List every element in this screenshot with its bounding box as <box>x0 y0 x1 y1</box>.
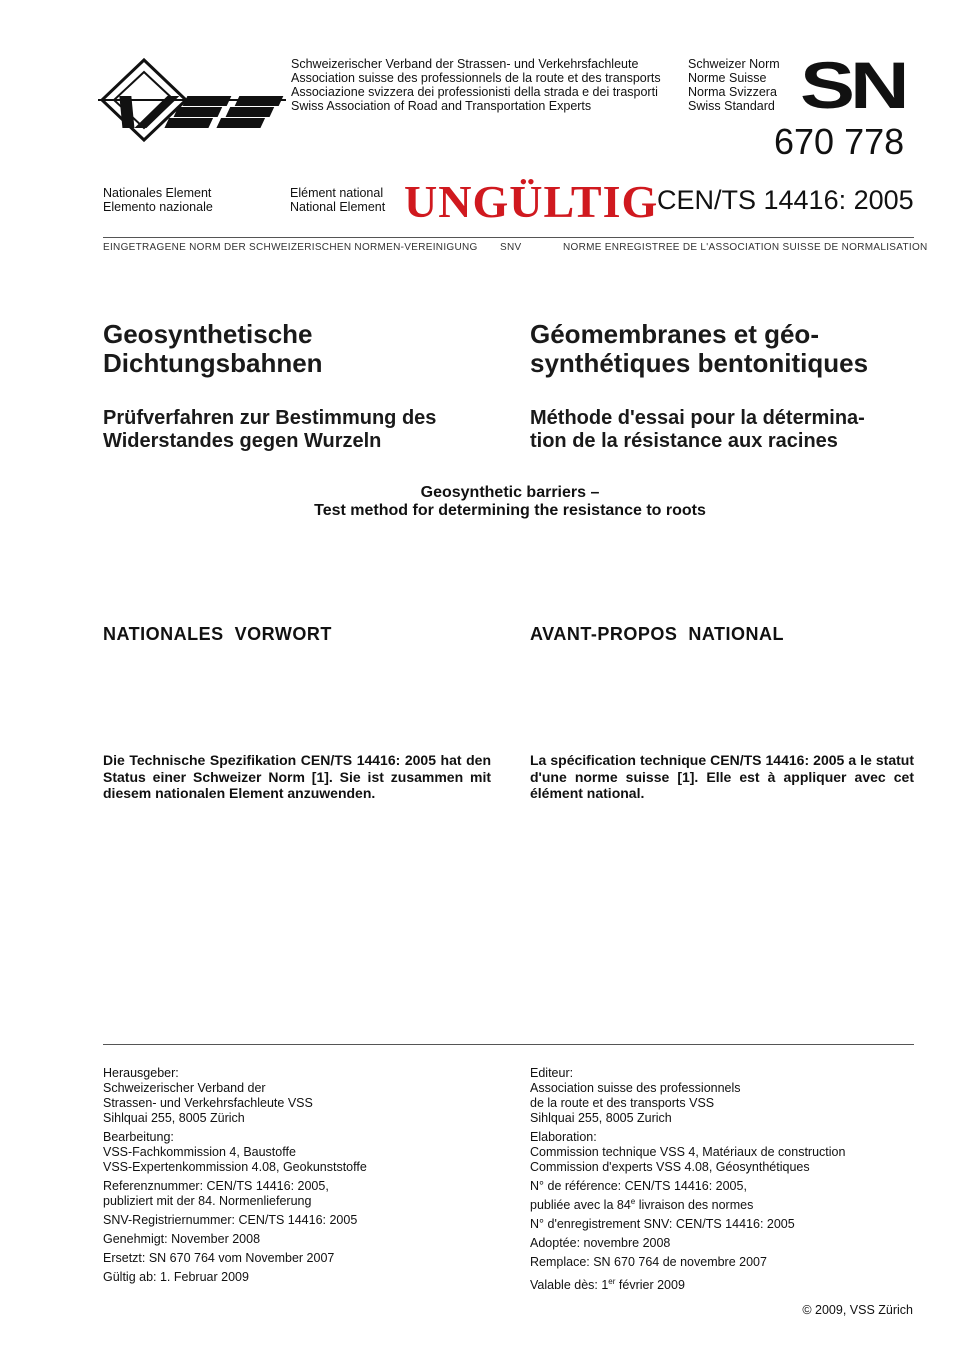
reference-line-fr <box>530 1194 845 1213</box>
ordinal-suffix: e <box>630 1197 636 1206</box>
valid-from-fr <box>530 1274 845 1293</box>
norm-type-de: Schweizer Norm <box>688 57 780 71</box>
registration-snv: SNV <box>500 242 522 253</box>
approved-fr: Adoptée: novembre 2008 <box>530 1236 671 1251</box>
invalid-stamp: UNGÜLTIG <box>404 176 659 227</box>
subtitle-fr-line1: Méthode d'essai pour la détermina- <box>530 407 865 429</box>
replaces-fr: Remplace: SN 670 764 de novembre 2007 <box>530 1255 767 1270</box>
foreword-heading-de: NATIONALES VORWORT <box>103 624 332 644</box>
publisher-line-de: Sihlquai 255, 8005 Zürich <box>103 1111 245 1125</box>
editing-line-de: VSS-Fachkommission 4, Baustoffe <box>103 1145 296 1159</box>
title-fr-line2: synthétiques bentonitiques <box>530 348 869 378</box>
org-line-de: Schweizerischer Verband der Strassen- und Verkehrsfachleute <box>291 57 639 71</box>
snv-registration-de: SNV-Registriernummer: CEN/TS 14416: 2005 <box>103 1213 358 1227</box>
reference-line-fr: N° de référence: CEN/TS 14416: 2005, <box>530 1179 747 1193</box>
element-label-left <box>103 186 213 214</box>
element-label-mid <box>290 186 385 214</box>
editing-label-fr: Elaboration: <box>530 1130 597 1144</box>
title-de-line2: Dichtungsbahnen <box>103 348 323 378</box>
approved-de: Genehmigt: November 2008 <box>103 1232 261 1246</box>
foreword-text-de: Die Technische Spezifikation CEN/TS 14416: 2005 hat den Status einer Schweizer Norm [1]. Sie ist zusammen mit diesem nationalen Element anzuwenden. <box>103 752 491 801</box>
ordinal-suffix: er <box>608 1277 616 1287</box>
title-en-line1: Geosynthetic barriers – <box>420 484 600 501</box>
registration-fr: NORME ENREGISTREE DE L'ASSOCIATION SUISSE DE NORMALISATION <box>563 242 928 253</box>
element-label-de: Nationales Element <box>103 186 212 200</box>
standard-reference: CEN/TS 14416: 2005 <box>657 185 914 215</box>
title-fr <box>530 320 868 378</box>
norm-type <box>688 57 780 113</box>
publisher-line-de: Schweizerischer Verband der <box>103 1081 266 1095</box>
publisher-line-fr: Association suisse des professionnels <box>530 1081 741 1095</box>
element-label-fr: Elément national <box>290 186 384 200</box>
norm-number: 670 778 <box>774 121 905 162</box>
org-line-it: Associazione svizzera dei professionisti della strada e dei trasporti <box>291 85 658 99</box>
subtitle-de <box>103 407 436 453</box>
editing-label-de: Bearbeitung: <box>103 1130 174 1144</box>
title-en <box>180 484 840 520</box>
reference-text: publiée avec la 84 <box>530 1198 631 1213</box>
editing-line-fr: Commission d'experts VSS 4.08, Géosynthétiques <box>530 1160 810 1174</box>
valid-text: Valable dès: 1 <box>530 1278 609 1293</box>
org-line-fr: Association suisse des professionnels de la route et des transports <box>291 71 661 85</box>
copyright: © 2009, VSS Zürich <box>802 1303 913 1317</box>
imprint-fr <box>530 1066 845 1293</box>
valid-from-de: Gültig ab: 1. Februar 2009 <box>103 1270 249 1284</box>
publisher-label-de: Herausgeber: <box>103 1066 179 1080</box>
norm-type-fr: Norme Suisse <box>688 71 767 85</box>
footer-divider <box>103 1044 914 1045</box>
vss-logo <box>98 56 286 146</box>
sn-logo: SN <box>800 48 905 122</box>
registration-de: EINGETRAGENE NORM DER SCHWEIZERISCHEN NORMEN-VEREINIGUNG <box>103 242 478 253</box>
header-divider <box>103 237 914 238</box>
publisher-line-fr: de la route et des transports VSS <box>530 1096 715 1110</box>
element-label-it: Elemento nazionale <box>103 200 213 214</box>
norm-type-en: Swiss Standard <box>688 99 775 113</box>
reference-line-de: publiziert mit der 84. Normenlieferung <box>103 1194 312 1208</box>
valid-text: février 2009 <box>615 1278 685 1293</box>
foreword-heading-fr: AVANT-PROPOS NATIONAL <box>530 624 784 644</box>
imprint-de <box>103 1066 367 1285</box>
title-de-line1: Geosynthetische <box>103 319 313 349</box>
publisher-label-fr: Editeur: <box>530 1066 574 1080</box>
organization-names <box>291 57 661 113</box>
norm-type-it: Norma Svizzera <box>688 85 777 99</box>
editing-line-fr: Commission technique VSS 4, Matériaux de construction <box>530 1145 846 1159</box>
reference-text: livraison des normes <box>635 1198 754 1213</box>
reference-line-de: Referenznummer: CEN/TS 14416: 2005, <box>103 1179 329 1193</box>
title-fr-line1: Géomembranes et géo- <box>530 319 819 349</box>
subtitle-de-line1: Prüfverfahren zur Bestimmung des <box>103 407 437 429</box>
title-de <box>103 320 323 378</box>
snv-registration-fr: N° d'enregistrement SNV: CEN/TS 14416: 2005 <box>530 1217 795 1232</box>
subtitle-de-line2: Widerstandes gegen Wurzeln <box>103 430 382 452</box>
subtitle-fr <box>530 407 865 453</box>
title-en-line2: Test method for determining the resistance to roots <box>314 502 706 519</box>
element-label-en: National Element <box>290 200 386 214</box>
editing-line-de: VSS-Expertenkommission 4.08, Geokunststoffe <box>103 1160 367 1174</box>
foreword-text-fr: La spécification technique CEN/TS 14416: 2005 a le statut d'une norme suisse [1]. Elle est à appliquer avec cet élément national. <box>530 752 914 801</box>
org-line-en: Swiss Association of Road and Transportation Experts <box>291 99 592 113</box>
publisher-line-fr: Sihlquai 255, 8005 Zurich <box>530 1111 672 1125</box>
replaces-de: Ersetzt: SN 670 764 vom November 2007 <box>103 1251 335 1265</box>
publisher-line-de: Strassen- und Verkehrsfachleute VSS <box>103 1096 313 1110</box>
subtitle-fr-line2: tion de la résistance aux racines <box>530 430 838 452</box>
